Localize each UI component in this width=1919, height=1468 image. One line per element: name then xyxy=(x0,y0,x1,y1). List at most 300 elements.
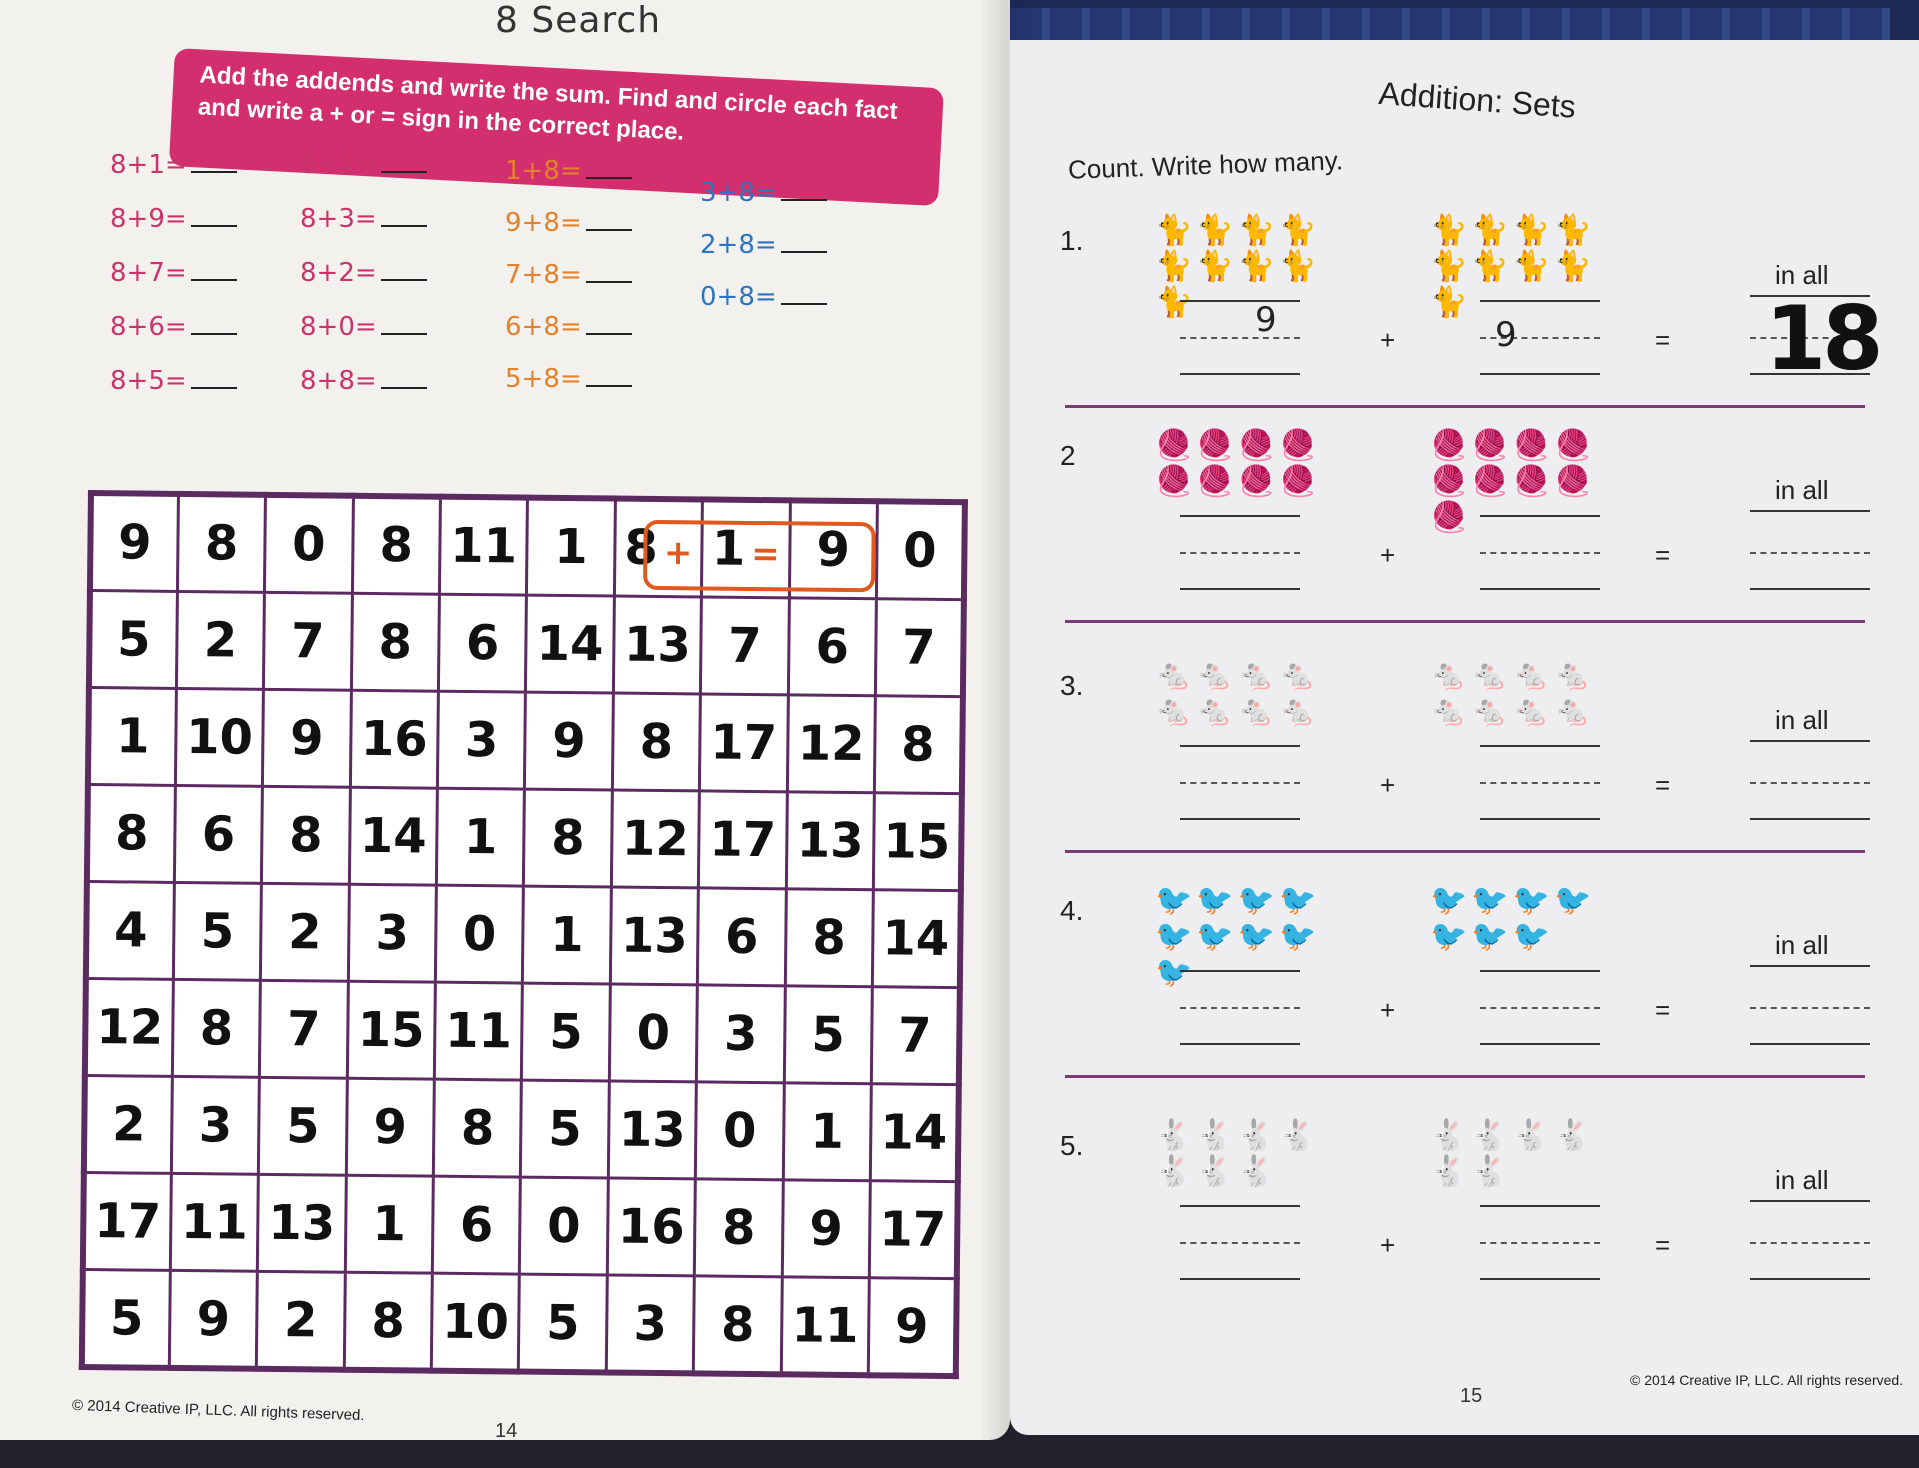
answer-dashed-line[interactable] xyxy=(1180,552,1300,554)
grid-cell[interactable] xyxy=(261,883,349,981)
total-answer: 18 xyxy=(1765,287,1880,390)
grid-row xyxy=(87,784,962,890)
answer-dashed-line[interactable] xyxy=(1180,1007,1300,1009)
cat-icon: 🐈 xyxy=(1237,214,1276,247)
answer-blank[interactable] xyxy=(586,211,632,231)
grid-cell[interactable] xyxy=(787,695,875,793)
equals-symbol: = xyxy=(1655,995,1671,1025)
mouse-icon: 🐁 xyxy=(1471,695,1509,728)
grid-number: 10 xyxy=(441,1293,510,1351)
grid-cell[interactable] xyxy=(786,792,874,890)
fact-text: 8+7= xyxy=(110,258,187,288)
plus-symbol: + xyxy=(1380,770,1396,800)
grid-cell[interactable] xyxy=(346,1078,434,1176)
grid-number: 12 xyxy=(621,810,690,868)
rabbit-icon: 🐇 xyxy=(1196,1119,1234,1152)
grid-cell[interactable] xyxy=(258,1175,346,1273)
grid-number: 12 xyxy=(797,715,865,772)
answer-dashed-line[interactable] xyxy=(1180,337,1300,339)
grid-cell[interactable] xyxy=(171,1077,259,1175)
answer-line[interactable] xyxy=(1180,588,1300,590)
grid-cell[interactable] xyxy=(433,1079,521,1177)
rabbit-icon: 🐇 xyxy=(1155,1119,1193,1152)
answer-dashed-line[interactable] xyxy=(1750,552,1870,554)
grid-cell[interactable] xyxy=(260,980,348,1078)
left-count-answer: 9 xyxy=(1255,300,1277,340)
yarn-ball-icon: 🧶 xyxy=(1554,429,1592,462)
grid-number: 9 xyxy=(809,1200,844,1258)
yarn-ball-icon: 🧶 xyxy=(1471,429,1509,462)
grid-number: 5 xyxy=(545,1294,580,1351)
mouse-icon: 🐁 xyxy=(1471,659,1509,692)
plus-symbol: + xyxy=(1380,995,1396,1025)
fact-col3-4 xyxy=(505,364,632,394)
answer-line[interactable] xyxy=(1180,818,1300,820)
fact-col1-0 xyxy=(110,150,237,180)
right-count-answer: 9 xyxy=(1495,315,1517,355)
grid-number: 5 xyxy=(285,1098,320,1155)
grid-number: 3 xyxy=(198,1097,233,1154)
mouse-icon: 🐁 xyxy=(1237,659,1276,692)
page-number-right: 15 xyxy=(1460,1385,1483,1407)
grid-number: 11 xyxy=(449,518,518,575)
answer-line[interactable] xyxy=(1750,1200,1870,1202)
count-line[interactable] xyxy=(1480,970,1600,972)
grid-cell[interactable] xyxy=(263,689,351,787)
section-title: 8 Search xyxy=(495,0,662,41)
grid-cell[interactable] xyxy=(784,986,872,1084)
answer-blank[interactable] xyxy=(381,315,427,335)
plus-sign: + xyxy=(663,533,693,574)
answer-blank[interactable] xyxy=(191,369,237,389)
grid-cell[interactable] xyxy=(876,501,965,599)
bird-icon: 🐦 xyxy=(1279,920,1317,953)
count-line[interactable] xyxy=(1480,300,1600,302)
grid-number: 6 xyxy=(724,908,759,966)
grid-number: 2 xyxy=(203,611,238,669)
answer-dashed-line[interactable] xyxy=(1750,1242,1870,1244)
grid-number: 11 xyxy=(180,1194,249,1252)
mouse-icon: 🐁 xyxy=(1279,695,1317,728)
grid-number: 11 xyxy=(791,1297,859,1354)
fact-col1-3 xyxy=(110,312,237,342)
grid-cell[interactable] xyxy=(606,1275,694,1373)
answer-dashed-line[interactable] xyxy=(1750,782,1870,784)
grid-cell[interactable] xyxy=(781,1277,869,1375)
grid-cell[interactable] xyxy=(524,789,612,887)
grid-cell[interactable] xyxy=(609,984,697,1082)
grid-number: 11 xyxy=(444,1002,513,1060)
grid-cell[interactable] xyxy=(352,496,440,594)
grid-number: 7 xyxy=(727,617,762,674)
answer-line[interactable] xyxy=(1480,588,1600,590)
yarn-ball-icon: 🧶 xyxy=(1279,429,1317,462)
answer-line[interactable] xyxy=(1750,818,1870,820)
problem-number: 5. xyxy=(1060,1130,1084,1161)
equals-sign: = xyxy=(751,534,780,575)
grid-number: 17 xyxy=(879,1201,947,1259)
problem-divider xyxy=(1065,850,1865,853)
rabbit-set xyxy=(1430,1120,1630,1188)
yarn-ball-icon: 🧶 xyxy=(1554,465,1592,498)
answer-blank[interactable] xyxy=(586,159,632,179)
rabbit-icon: 🐇 xyxy=(1279,1119,1317,1152)
grid-cell[interactable] xyxy=(347,981,435,1079)
cat-icon: 🐈 xyxy=(1196,250,1234,283)
fact-col2-3 xyxy=(300,312,427,342)
grid-cell[interactable] xyxy=(702,499,790,597)
grid-cell[interactable] xyxy=(869,1181,958,1279)
answer-blank[interactable] xyxy=(586,315,632,335)
count-line[interactable] xyxy=(1180,515,1300,517)
grid-number: 2 xyxy=(111,1096,146,1153)
fact-text: 1+8= xyxy=(505,156,582,186)
problem-divider xyxy=(1065,620,1865,623)
grid-cell[interactable] xyxy=(438,594,526,692)
grid-number: 13 xyxy=(620,907,689,965)
grid-number: 0 xyxy=(462,905,497,963)
grid-cell[interactable] xyxy=(871,987,960,1085)
grid-number: 8 xyxy=(812,909,847,966)
yarn-ball-set xyxy=(1155,430,1355,498)
answer-line[interactable] xyxy=(1180,373,1300,375)
grid-number: 1 xyxy=(810,1103,845,1161)
grid-number: 0 xyxy=(291,516,326,573)
grid-number: 9 xyxy=(117,514,152,571)
grid-cell[interactable] xyxy=(265,495,353,593)
grid-cell[interactable] xyxy=(701,597,789,695)
problem-divider xyxy=(1065,1075,1865,1078)
answer-line[interactable] xyxy=(1480,1278,1600,1280)
grid-cell[interactable] xyxy=(523,886,611,984)
grid-cell[interactable] xyxy=(698,888,786,986)
answer-blank[interactable] xyxy=(381,153,427,173)
grid-cell[interactable] xyxy=(870,1084,959,1182)
mouse-icon: 🐁 xyxy=(1155,659,1193,692)
grid-number: 1 xyxy=(554,519,589,576)
bird-icon: 🐦 xyxy=(1471,920,1509,953)
grid-cell[interactable] xyxy=(527,498,615,596)
grid-cell[interactable] xyxy=(350,690,438,788)
right-page-title: Addition: Sets xyxy=(1377,75,1577,125)
cat-icon: 🐈 xyxy=(1279,250,1317,283)
grid-cell[interactable] xyxy=(345,1176,433,1274)
fact-col3-1 xyxy=(505,208,632,238)
bird-icon: 🐦 xyxy=(1196,884,1234,917)
fact-text: 9+8= xyxy=(505,208,582,238)
grid-cell[interactable] xyxy=(169,1271,257,1369)
grid-number: 12 xyxy=(96,999,164,1056)
answer-line[interactable] xyxy=(1480,373,1600,375)
fact-col3-3 xyxy=(505,312,632,342)
answer-blank[interactable] xyxy=(191,207,237,227)
count-line[interactable] xyxy=(1180,745,1300,747)
grid-cell[interactable] xyxy=(526,595,614,693)
answer-dashed-line[interactable] xyxy=(1180,782,1300,784)
grid-cell[interactable] xyxy=(89,590,177,688)
answer-blank[interactable] xyxy=(381,207,427,227)
grid-cell[interactable] xyxy=(86,881,174,979)
answer-line[interactable] xyxy=(1750,740,1870,742)
problem-4 xyxy=(1060,884,1880,1105)
answer-line[interactable] xyxy=(1180,1278,1300,1280)
problem-number: 4. xyxy=(1060,895,1084,926)
grid-cell[interactable] xyxy=(344,1273,432,1371)
fact-text: 8+3= xyxy=(300,204,377,234)
grid-cell[interactable] xyxy=(85,979,173,1077)
answer-blank[interactable] xyxy=(586,263,632,283)
grid-number: 7 xyxy=(897,1007,932,1064)
answer-line[interactable] xyxy=(1750,1278,1870,1280)
number-search-grid xyxy=(79,490,968,1379)
fact-text: 8+2= xyxy=(300,258,377,288)
grid-cell[interactable] xyxy=(177,494,265,592)
grid-cell[interactable] xyxy=(439,497,527,595)
grid-number: 6 xyxy=(459,1197,494,1254)
answer-line[interactable] xyxy=(1750,965,1870,967)
fact-col2-2 xyxy=(300,258,427,288)
grid-number: 8 xyxy=(288,807,323,864)
grid-cell[interactable] xyxy=(175,688,263,786)
answer-blank[interactable] xyxy=(781,233,827,253)
grid-number: 1 xyxy=(372,1196,407,1253)
grid-number: 8 xyxy=(460,1100,495,1157)
count-line[interactable] xyxy=(1480,745,1600,747)
grid-cell[interactable] xyxy=(697,985,785,1083)
grid-number: 8 xyxy=(639,713,674,770)
count-line[interactable] xyxy=(1180,1205,1300,1207)
answer-blank[interactable] xyxy=(781,285,827,305)
grid-cell[interactable] xyxy=(788,597,876,695)
grid-row xyxy=(84,1076,959,1182)
count-line[interactable] xyxy=(1480,515,1600,517)
grid-number: 14 xyxy=(536,615,604,673)
mouse-icon: 🐁 xyxy=(1155,695,1193,728)
answer-dashed-line[interactable] xyxy=(1480,782,1600,784)
grid-cell[interactable] xyxy=(83,1173,171,1271)
grid-row xyxy=(90,493,965,599)
grid-cell[interactable] xyxy=(695,1179,783,1277)
grid-number: 3 xyxy=(375,905,410,962)
grid-cell[interactable] xyxy=(349,787,437,885)
fact-col3-2 xyxy=(505,260,632,290)
answer-dashed-line[interactable] xyxy=(1180,1242,1300,1244)
rabbit-icon: 🐇 xyxy=(1237,1155,1276,1188)
grid-number: 8 xyxy=(379,517,414,574)
grid-cell[interactable] xyxy=(434,982,522,1080)
equals-symbol: = xyxy=(1655,770,1671,800)
answer-line[interactable] xyxy=(1750,588,1870,590)
grid-cell[interactable] xyxy=(432,1176,520,1274)
grid-cell[interactable] xyxy=(259,1077,347,1175)
answer-blank[interactable] xyxy=(381,261,427,281)
grid-cell[interactable] xyxy=(88,687,176,785)
grid-number: 9 xyxy=(373,1099,408,1156)
answer-line[interactable] xyxy=(1750,510,1870,512)
grid-row xyxy=(89,590,964,696)
grid-cell[interactable] xyxy=(521,1080,609,1178)
grid-number: 3 xyxy=(633,1295,668,1352)
in-all-label: in all xyxy=(1775,1165,1829,1195)
plus-symbol: + xyxy=(1380,1230,1396,1260)
grid-cell[interactable] xyxy=(264,592,352,690)
grid-number: 0 xyxy=(636,1004,671,1062)
fact-col3-0 xyxy=(505,156,632,186)
plus-symbol: + xyxy=(1380,540,1396,570)
grid-cell[interactable] xyxy=(176,591,264,689)
cat-icon: 🐈 xyxy=(1430,250,1468,283)
grid-cell[interactable] xyxy=(348,884,436,982)
mouse-set xyxy=(1155,660,1355,728)
rabbit-icon: 🐇 xyxy=(1554,1119,1592,1152)
cat-icon: 🐈 xyxy=(1155,214,1193,247)
cat-icon: 🐈 xyxy=(1471,250,1509,283)
grid-cell[interactable] xyxy=(700,694,788,792)
grid-cell[interactable] xyxy=(783,1083,871,1181)
answer-dashed-line[interactable] xyxy=(1480,552,1600,554)
problem-number: 3. xyxy=(1060,670,1084,701)
grid-cell[interactable] xyxy=(693,1276,781,1374)
fact-col4-0 xyxy=(700,178,827,208)
grid-cell[interactable] xyxy=(257,1272,345,1370)
grid-cell[interactable] xyxy=(519,1274,607,1372)
grid-number: 15 xyxy=(883,813,951,870)
grid-cell[interactable] xyxy=(611,790,699,888)
answer-blank[interactable] xyxy=(191,315,237,335)
cat-icon: 🐈 xyxy=(1430,214,1468,247)
answer-dashed-line[interactable] xyxy=(1480,1242,1600,1244)
fact-text: 7+8= xyxy=(505,260,582,290)
grid-cell[interactable] xyxy=(868,1278,957,1376)
grid-cell[interactable] xyxy=(872,890,961,988)
answer-line[interactable] xyxy=(1480,1043,1600,1045)
grid-cell[interactable] xyxy=(351,593,439,691)
grid-cell[interactable] xyxy=(610,887,698,985)
copyright-left: © 2014 Creative IP, LLC. All rights reserved. xyxy=(71,1396,365,1425)
grid-number: 13 xyxy=(623,616,692,673)
grid-cell[interactable] xyxy=(174,785,262,883)
grid-cell[interactable] xyxy=(82,1270,170,1368)
count-line[interactable] xyxy=(1180,970,1300,972)
bird-icon: 🐦 xyxy=(1512,920,1551,953)
mouse-icon: 🐁 xyxy=(1512,659,1551,692)
rabbit-icon: 🐇 xyxy=(1512,1119,1551,1152)
answer-blank[interactable] xyxy=(781,181,827,201)
grid-cell[interactable] xyxy=(90,493,178,591)
grid-cell[interactable] xyxy=(614,499,702,597)
answer-line[interactable] xyxy=(1480,818,1600,820)
yarn-ball-icon: 🧶 xyxy=(1430,501,1468,534)
grid-cell[interactable] xyxy=(612,693,700,791)
grid-cell[interactable] xyxy=(785,889,873,987)
grid-number: 2 xyxy=(283,1291,318,1349)
grid-cell[interactable] xyxy=(436,788,524,886)
answer-blank[interactable] xyxy=(586,367,632,387)
cat-icon: 🐈 xyxy=(1155,286,1193,319)
grid-number: 1 xyxy=(549,906,584,964)
grid-cell[interactable] xyxy=(431,1274,519,1372)
grid-table xyxy=(79,490,968,1379)
answer-line[interactable] xyxy=(1180,1043,1300,1045)
grid-cell[interactable] xyxy=(520,1177,608,1275)
grid-cell[interactable] xyxy=(874,695,963,793)
grid-cell[interactable] xyxy=(608,1081,696,1179)
plus-symbol: + xyxy=(1380,325,1396,355)
mouse-icon: 🐁 xyxy=(1512,695,1551,728)
cat-icon: 🐈 xyxy=(1471,214,1509,247)
count-line[interactable] xyxy=(1180,300,1300,302)
cat-icon: 🐈 xyxy=(1512,214,1551,247)
yarn-ball-icon: 🧶 xyxy=(1237,429,1276,462)
grid-number: 8 xyxy=(204,515,239,572)
mouse-icon: 🐁 xyxy=(1554,695,1592,728)
grid-cell[interactable] xyxy=(84,1076,172,1174)
grid-cell[interactable] xyxy=(789,500,877,598)
rabbit-icon: 🐇 xyxy=(1430,1155,1468,1188)
grid-cell[interactable] xyxy=(525,692,613,790)
grid-number: 9 xyxy=(552,712,587,769)
grid-row xyxy=(88,687,963,793)
grid-cell[interactable] xyxy=(607,1178,695,1276)
in-all-label: in all xyxy=(1775,930,1829,960)
bird-icon: 🐦 xyxy=(1430,920,1468,953)
mouse-icon: 🐁 xyxy=(1554,659,1592,692)
answer-blank[interactable] xyxy=(191,261,237,281)
bird-icon: 🐦 xyxy=(1279,884,1317,917)
answer-dashed-line[interactable] xyxy=(1480,1007,1600,1009)
grid-cell[interactable] xyxy=(782,1180,870,1278)
grid-cell[interactable] xyxy=(875,598,964,696)
problem-divider xyxy=(1065,405,1865,408)
grid-number: 9 xyxy=(816,521,851,579)
grid-number: 14 xyxy=(882,910,950,968)
count-line[interactable] xyxy=(1480,1205,1600,1207)
grid-cell[interactable] xyxy=(87,784,175,882)
grid-cell[interactable] xyxy=(262,786,350,884)
answer-line[interactable] xyxy=(1750,1043,1870,1045)
grid-cell[interactable] xyxy=(873,793,962,891)
yarn-ball-icon: 🧶 xyxy=(1196,465,1234,498)
grid-cell[interactable] xyxy=(170,1174,258,1272)
cat-icon: 🐈 xyxy=(1155,250,1193,283)
grid-number: 6 xyxy=(815,618,850,675)
facts-area xyxy=(110,150,970,460)
grid-number: 8 xyxy=(114,805,149,862)
grid-cell[interactable] xyxy=(437,691,525,789)
grid-number: 7 xyxy=(901,619,936,676)
grid-cell[interactable] xyxy=(699,791,787,889)
answer-dashed-line[interactable] xyxy=(1750,1007,1870,1009)
grid-cell[interactable] xyxy=(613,596,701,694)
grid-number: 9 xyxy=(289,709,324,767)
answer-blank[interactable] xyxy=(191,153,237,173)
yarn-ball-icon: 🧶 xyxy=(1237,465,1276,498)
cat-icon: 🐈 xyxy=(1554,214,1592,247)
answer-blank[interactable] xyxy=(381,369,427,389)
grid-cell[interactable] xyxy=(522,983,610,1081)
grid-number: 8 xyxy=(900,716,935,773)
grid-cell[interactable] xyxy=(696,1082,784,1180)
grid-cell[interactable] xyxy=(173,882,261,980)
mouse-icon: 🐁 xyxy=(1430,659,1468,692)
grid-number: 3 xyxy=(464,711,499,769)
grid-cell[interactable] xyxy=(435,885,523,983)
grid-number: 5 xyxy=(116,610,151,668)
grid-number: 8 xyxy=(378,613,413,671)
grid-cell[interactable] xyxy=(172,979,260,1077)
bird-set xyxy=(1155,885,1355,989)
grid-number: 5 xyxy=(109,1289,144,1347)
